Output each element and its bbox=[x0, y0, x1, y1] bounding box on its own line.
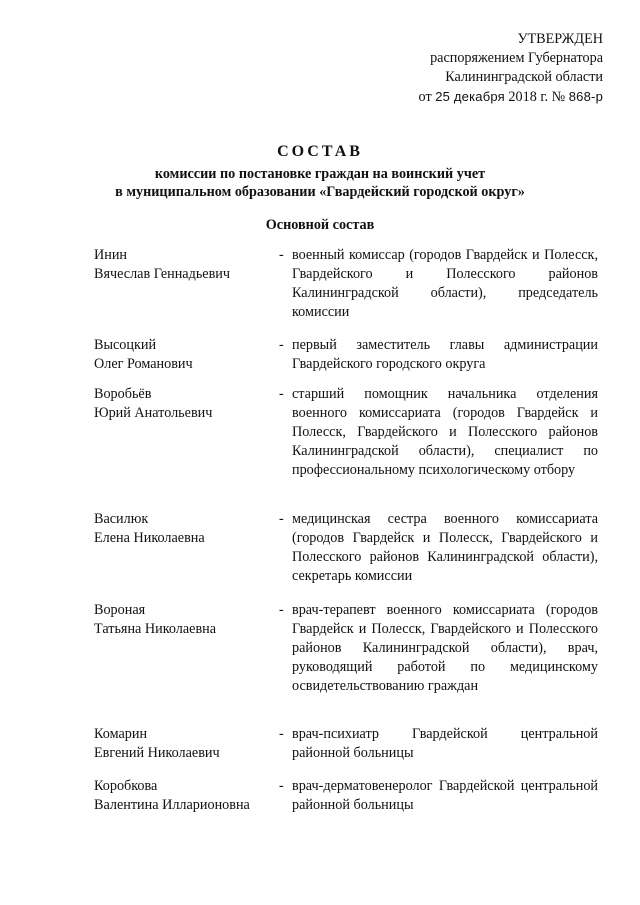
member-surname: Комарин bbox=[94, 726, 148, 742]
member-surname: Воробьёв bbox=[94, 386, 152, 402]
approval-date-prefix: от bbox=[418, 89, 432, 105]
approval-number: 868-р bbox=[568, 89, 603, 104]
member-surname: Высоцкий bbox=[94, 337, 157, 353]
member-given-name: Елена Николаевна bbox=[94, 530, 205, 546]
member-given-name: Татьяна Николаевна bbox=[94, 621, 217, 637]
member-role: врач-терапевт военного комиссариата (городов Гвардейск и Полесск, Гвардейского и Полесского районов Калининградской области), врач, руководящий работой по медицинскому освидетельствованию граждан bbox=[292, 602, 598, 694]
document-title: СОСТАВ bbox=[277, 143, 363, 160]
member-surname: Инин bbox=[94, 247, 128, 263]
member-given-name: Валентина Илларионовна bbox=[94, 797, 250, 813]
approval-heading: УТВЕРЖДЕН bbox=[517, 31, 603, 47]
document-subtitle bbox=[0, 165, 640, 201]
member-role: врач-дерматовенеролог Гвардейской центральной районной больницы bbox=[292, 778, 598, 813]
member-dash: - bbox=[279, 386, 284, 402]
member-dash: - bbox=[279, 726, 284, 742]
approval-date-line bbox=[363, 87, 603, 107]
member-name bbox=[94, 510, 274, 548]
member-dash: - bbox=[279, 602, 284, 618]
approval-year: 2018 г. № bbox=[508, 89, 566, 105]
member-role: старший помощник начальника отделения военного комиссариата (городов Гвардейск и Полесск, Гвардейского и Полесского районов Калининградской области), специалист по профессиональному психологическому отбору bbox=[292, 386, 598, 478]
member-dash: - bbox=[279, 247, 284, 263]
approval-line-2: Калининградской области bbox=[445, 69, 603, 85]
approval-date: 25 декабря bbox=[435, 89, 505, 104]
member-given-name: Юрий Анатольевич bbox=[94, 405, 213, 421]
member-role: врач-психиатр Гвардейской центральной районной больницы bbox=[292, 726, 598, 761]
member-name bbox=[94, 246, 274, 284]
member-dash: - bbox=[279, 778, 284, 794]
subtitle-line-1: комиссии по постановке граждан на воинский учет bbox=[154, 166, 486, 182]
member-name bbox=[94, 725, 274, 763]
member-name bbox=[94, 385, 274, 423]
approval-line-1: распоряжением Губернатора bbox=[430, 50, 603, 66]
section-heading: Основной состав bbox=[265, 217, 375, 233]
member-given-name: Евгений Николаевич bbox=[94, 745, 220, 761]
member-role: первый заместитель главы администрации Гвардейского городского округа bbox=[292, 337, 598, 372]
member-surname: Василюк bbox=[94, 511, 149, 527]
member-role: военный комиссар (городов Гвардейск и Полесск, Гвардейского и Полесского районов Калининградской области), председатель комиссии bbox=[292, 247, 598, 320]
member-given-name: Олег Романович bbox=[94, 356, 193, 372]
member-name bbox=[94, 336, 274, 374]
approval-block bbox=[363, 30, 603, 107]
member-name bbox=[94, 601, 274, 639]
member-name bbox=[94, 777, 274, 815]
member-dash: - bbox=[279, 337, 284, 353]
member-surname: Вороная bbox=[94, 602, 146, 618]
member-surname: Коробкова bbox=[94, 778, 158, 794]
member-given-name: Вячеслав Геннадьевич bbox=[94, 266, 231, 282]
member-dash: - bbox=[279, 511, 284, 527]
subtitle-line-2: в муниципальном образовании «Гвардейский городской округ» bbox=[115, 184, 525, 200]
member-role: медицинская сестра военного комиссариата (городов Гвардейск и Полесск, Гвардейского и Полесского районов Калининградской области), секретарь комиссии bbox=[292, 511, 598, 584]
